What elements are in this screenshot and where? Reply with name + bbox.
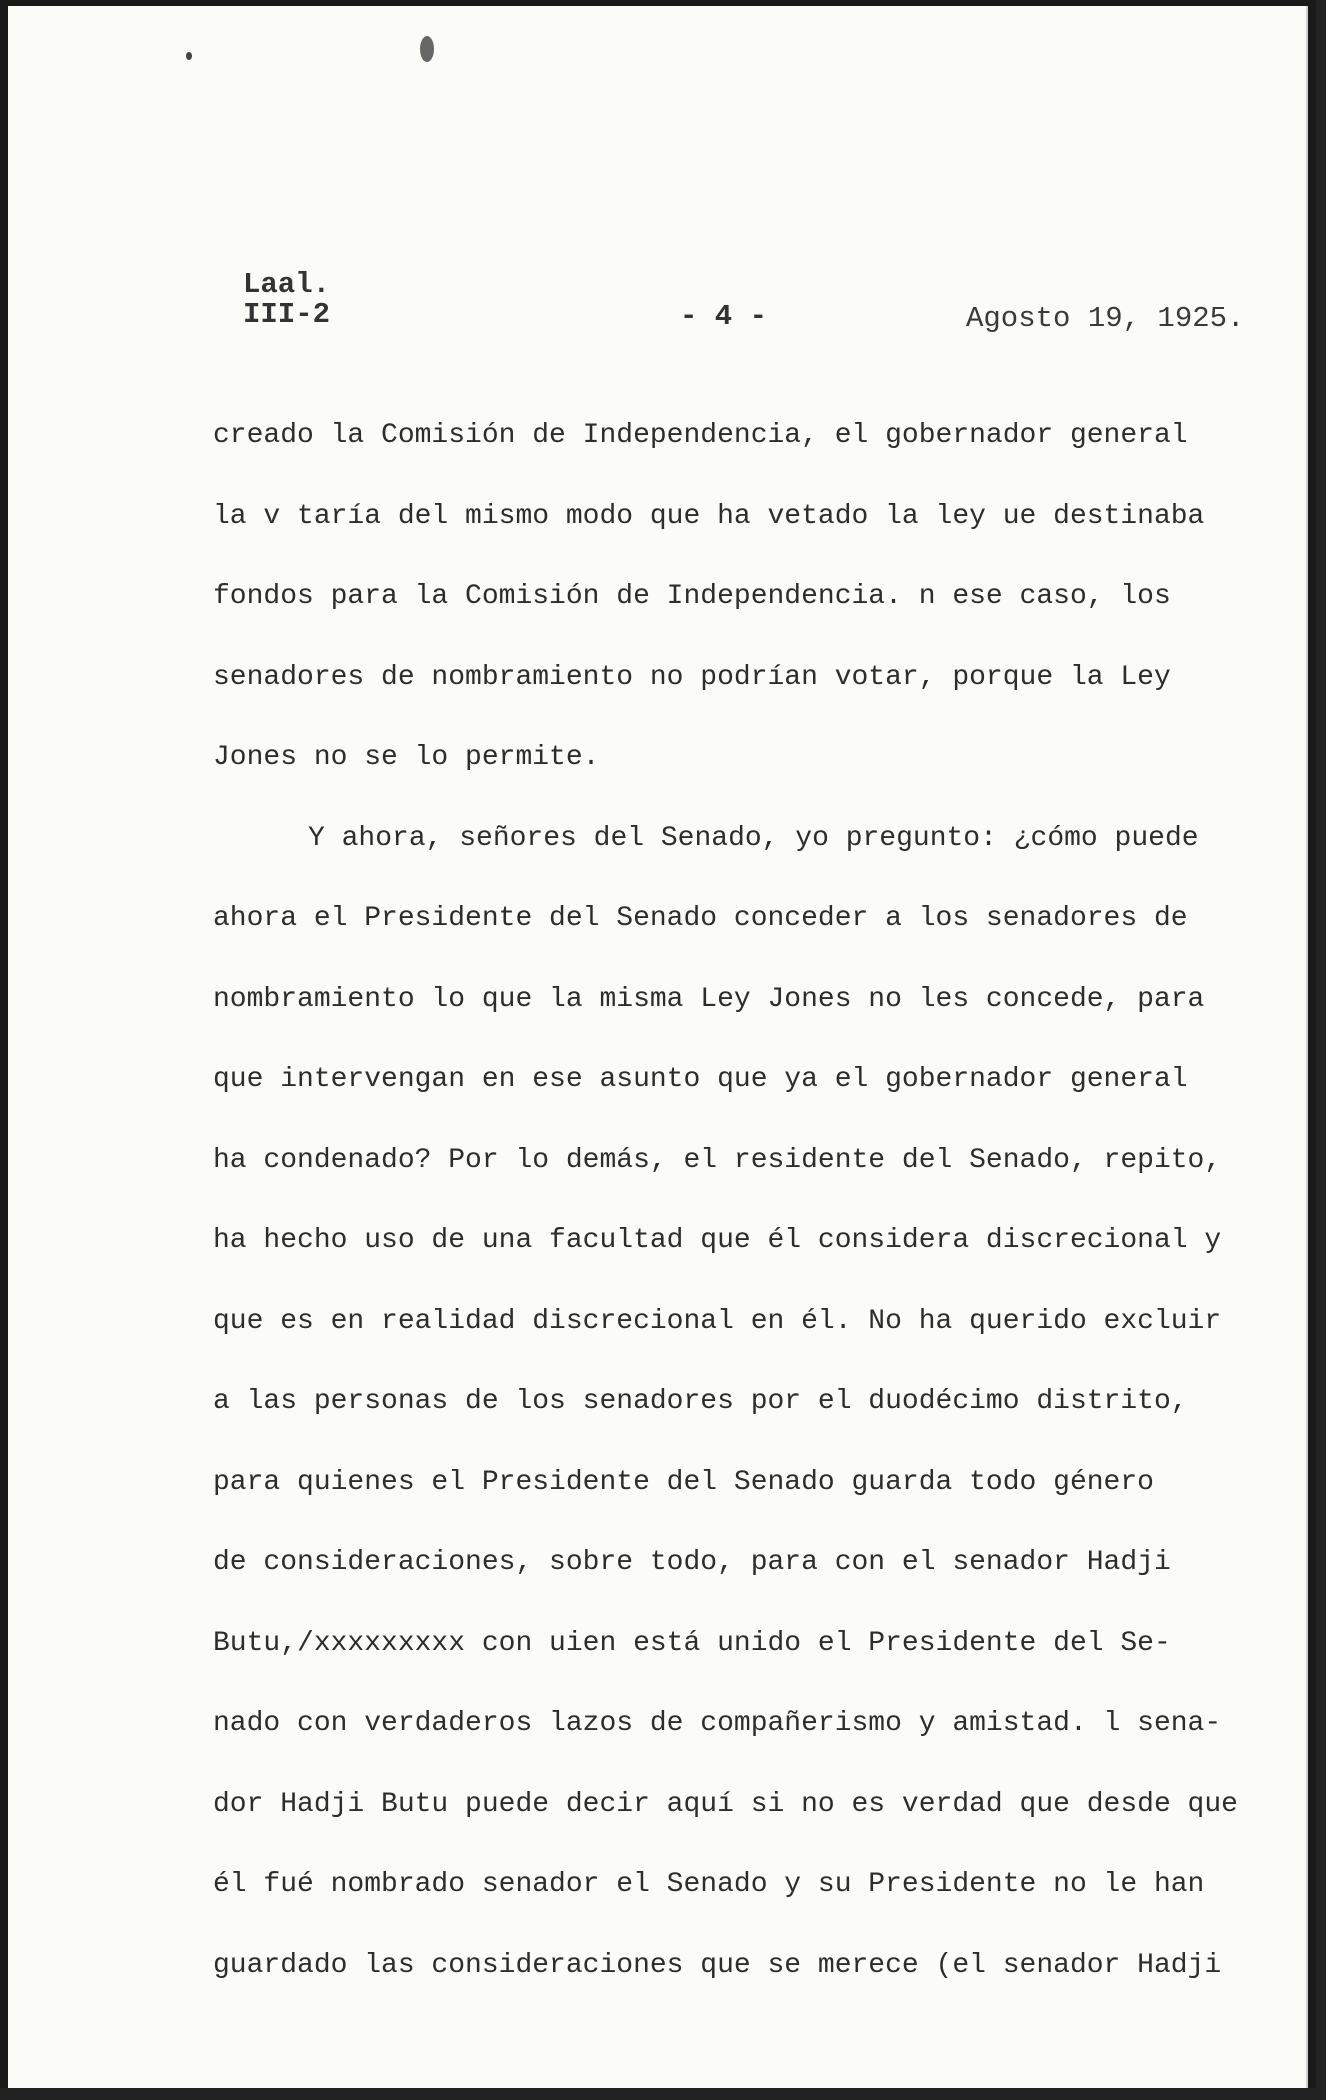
text-line: que es en realidad discrecional en él. No ha querido excluir (213, 1305, 1222, 1337)
text-line: senadores de nombramiento no podrían votar, porque la Ley (213, 661, 1171, 693)
text-line: ahora el Presidente del Senado conceder a los senadores de (213, 903, 1188, 934)
reference-line-2: III-2 (243, 298, 331, 331)
text-line: nado con verdaderos lazos de compañerismo y amistad. l sena- (213, 1708, 1222, 1739)
document-page (8, 6, 1308, 2092)
text-line: para quienes el Presidente del Senado guarda todo género (213, 1466, 1154, 1498)
text-line-paragraph-start: Y ahora, señores del Senado, yo pregunto: ¿cómo puede (308, 822, 1199, 854)
page-number: - 4 - (680, 300, 768, 333)
text-line: fondos para la Comisión de Independencia. n ese caso, los (213, 581, 1171, 612)
scan-border-right (1316, 0, 1326, 2100)
text-line: la v taría del mismo modo que ha vetado la ley ue destinaba (213, 500, 1205, 532)
scan-border-bottom (0, 2088, 1326, 2100)
reference-line-1: Laal. (243, 268, 331, 301)
text-line: a las personas de los senadores por el duodécimo distrito, (213, 1386, 1188, 1417)
ink-smudge (420, 36, 434, 62)
document-date: Agosto 19, 1925. (966, 302, 1245, 335)
text-line: que intervengan en ese asunto que ya el gobernador general (213, 1064, 1188, 1095)
text-line: Butu,/xxxxxxxxx con uien está unido el Presidente del Se- (213, 1627, 1171, 1659)
ink-smudge (186, 52, 192, 60)
text-line: Jones no se lo permite. (213, 742, 600, 773)
text-line: dor Hadji Butu puede decir aquí si no es verdad que desde que (213, 1788, 1238, 1820)
text-line: guardado las consideraciones que se merece (el senador Hadji (213, 1949, 1222, 1981)
text-line: de consideraciones, sobre todo, para con el senador Hadji (213, 1547, 1171, 1578)
text-line: ha hecho uso de una facultad que él considera discrecional y (213, 1225, 1222, 1256)
text-line: nombramiento lo que la misma Ley Jones no les concede, para (213, 983, 1205, 1015)
text-line: él fué nombrado senador el Senado y su Presidente no le han (213, 1869, 1205, 1900)
body-text (213, 396, 1238, 2006)
text-line: ha condenado? Por lo demás, el residente del Senado, repito, (213, 1144, 1222, 1176)
text-line: creado la Comisión de Independencia, el gobernador general (213, 420, 1188, 451)
